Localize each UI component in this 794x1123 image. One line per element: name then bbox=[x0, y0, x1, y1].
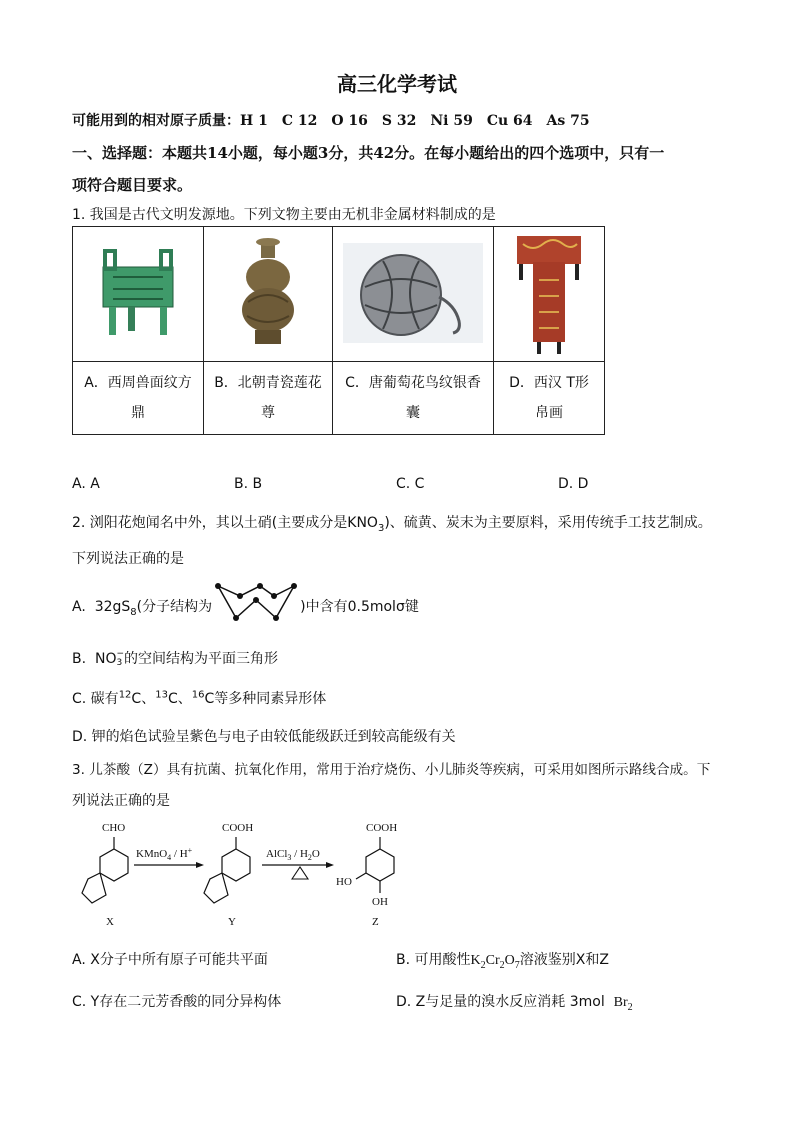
section1-heading-line2: 项符合题目要求。 bbox=[72, 176, 193, 194]
q3-option-b[interactable]: B. 可用酸性$K_2Cr_2O_7$溶液鉴别X和Z bbox=[396, 952, 609, 971]
q2-stem: 2. 浏阳花炮闻名中外，其以土硝(主要成分是$KNO_3$)、硫黄、炭末为主要原料，采用传统手工技艺制成。 bbox=[72, 515, 712, 534]
q1-stem: 1. 我国是古代文明发源地。下列文物主要由无机非金属材料制成的是 bbox=[72, 207, 496, 223]
atomic-masses: 可能用到的相对原子质量：H 1 C 12 O 16 S 32 Ni 59 Cu 64 As 75 bbox=[72, 113, 590, 129]
q3-stem-line2: 列说法正确的是 bbox=[72, 793, 170, 809]
q2-option-a[interactable]: A. $32gS_8$(分子结构为 )中含有0.5molσ键 bbox=[72, 599, 419, 618]
q1-option-d[interactable]: D. D bbox=[558, 476, 589, 492]
q2-option-d[interactable]: D. 钾的焰色试验呈紫色与电子由较低能级跃迁到较高能级有关 bbox=[72, 729, 456, 745]
s8-ring-structure-icon bbox=[212, 578, 304, 628]
artifact-ding-image bbox=[73, 227, 204, 362]
t-shaped-silk-painting-icon bbox=[509, 230, 589, 355]
q2-option-c[interactable]: C. 碳有$^{12}$C、$^{13}$C、$^{16}$C等多种同素异形体 bbox=[72, 689, 327, 707]
q1-option-c[interactable]: C. C bbox=[396, 476, 425, 492]
heat-triangle-icon bbox=[292, 867, 308, 879]
caption-b: B．北朝青瓷莲花 尊 bbox=[204, 362, 333, 435]
y-cooh-label: COOH bbox=[222, 822, 254, 834]
x-cho-label: CHO bbox=[102, 822, 126, 834]
reagent-kmno4: KMnO$_4$ / H+ bbox=[136, 846, 193, 862]
caption-a: A．西周兽面纹方 鼎 bbox=[73, 362, 204, 435]
q3-option-d[interactable]: D. Z与足量的溴水反应消耗 3mol $Br_2$ bbox=[396, 994, 633, 1013]
molecule-y bbox=[204, 837, 250, 903]
q1-artifact-table bbox=[72, 226, 605, 435]
synthesis-route-diagram bbox=[70, 815, 430, 933]
caption-d: D．西汉 T形 帛画 bbox=[494, 362, 605, 435]
label-z: Z bbox=[372, 916, 379, 928]
artifact-sachet-image bbox=[333, 227, 494, 362]
label-x: X bbox=[106, 916, 114, 928]
q2-option-b[interactable]: B. NO − 3 的空间结构为平面三角形 bbox=[72, 649, 279, 668]
caption-c: C．唐葡萄花鸟纹银香 囊 bbox=[333, 362, 494, 435]
q3-option-a[interactable]: A. X分子中所有原子可能共平面 bbox=[72, 952, 268, 968]
q1-option-b[interactable]: B. B bbox=[234, 476, 263, 492]
silver-sachet-icon bbox=[343, 237, 483, 347]
z-cooh-label: COOH bbox=[366, 822, 398, 834]
q1-option-a[interactable]: A. A bbox=[72, 476, 100, 492]
q3-stem: 3. 儿茶酸（Z）具有抗菌、抗氧化作用，常用于治疗烧伤、小儿肺炎等疾病，可采用如图所示路线合成。下 bbox=[72, 762, 711, 778]
section1-heading-line1: 一、选择题：本题共14小题，每小题3分，共42分。在每小题给出的四个选项中，只有一 bbox=[72, 144, 665, 162]
molecule-x bbox=[82, 837, 128, 903]
q3-option-c[interactable]: C. Y存在二元芳香酸的同分异构体 bbox=[72, 994, 282, 1010]
artifact-zun-image bbox=[204, 227, 333, 362]
label-y: Y bbox=[228, 916, 236, 928]
z-oh-label: OH bbox=[372, 896, 388, 908]
page-title: 高三化学考试 bbox=[337, 72, 457, 96]
bronze-ding-icon bbox=[83, 237, 193, 347]
celadon-zun-icon bbox=[233, 232, 303, 352]
molecule-z bbox=[356, 837, 394, 893]
z-ho-label: HO bbox=[336, 876, 352, 888]
q2-stem-line2: 下列说法正确的是 bbox=[72, 551, 184, 567]
reagent-alcl3: AlCl$_3$ / $H_2O$ bbox=[266, 848, 320, 862]
artifact-silk-image bbox=[494, 227, 605, 362]
